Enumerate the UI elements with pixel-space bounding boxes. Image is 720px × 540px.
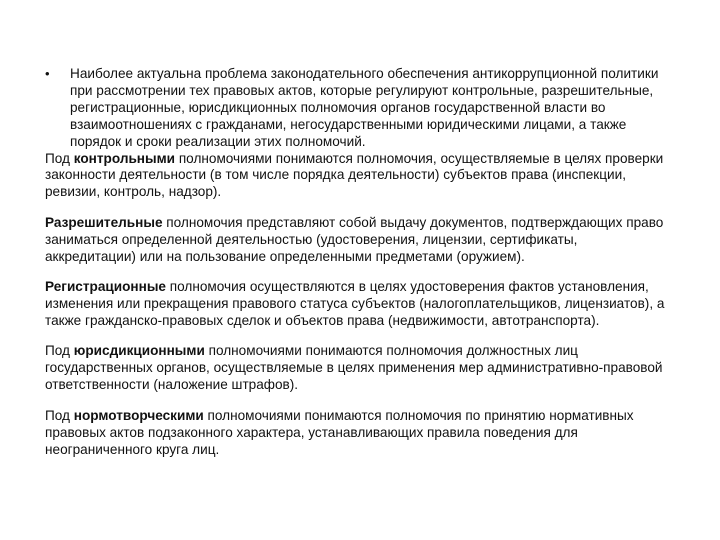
- bullet-text: Наиболее актуальна проблема законодательного обеспечения антикоррупционной политики при рассмотрении тех правовых актов, которые регулируют контрольные, разрешительные, регистрационные, юрисдикционных полномочия органов государственной власти во взаимоотношениях с гражданами, негосударственными юридическими лицами, а также порядок и сроки реализации этих полномочий.: [70, 66, 659, 149]
- paragraph-body: полномочиями понимаются полномочия, осуществляемые в целях проверки законности деятельности (в том числе порядка деятельности) субъектов права (инспекции, ревизии, контроль, надзор).: [45, 150, 664, 200]
- paragraph-prefix: Под: [45, 150, 74, 166]
- paragraph-body: полномочиями понимаются полномочия должностных лиц государственных органов, осуществляемые в целях применения мер административно-правовой ответственности (наложение штрафов).: [45, 343, 663, 393]
- term-control: контрольными: [73, 150, 176, 166]
- paragraph-prefix: Под: [45, 407, 74, 423]
- paragraph-rulemaking-powers: [45, 408, 685, 459]
- term-rulemaking: нормотворческими: [73, 407, 204, 423]
- term-registration: Регистрационные: [45, 279, 166, 295]
- paragraph-control-powers: [45, 151, 685, 202]
- paragraph-registration-powers: [45, 279, 685, 330]
- paragraph-body: полномочия осуществляются в целях удостоверения фактов установления, изменения или прекращения правового статуса субъектов (налогоплательщиков, лицензиатов), а также гражданско-правовых сделок и объектов права (недвижимости, автотранспорта).: [45, 279, 665, 328]
- slide-body: [45, 66, 685, 472]
- paragraph-body: полномочия представляют собой выдачу документов, подтверждающих право заниматься определенной деятельностью (удостоверения, лицензии, сертификаты, аккредитации) или на пользование определенными предметами (оружием).: [45, 214, 664, 264]
- paragraph-prefix: Под: [45, 343, 74, 359]
- paragraph-jurisdiction-powers: [45, 343, 685, 394]
- bullet-marker: •: [45, 66, 50, 81]
- paragraph-body: полномочиями понимаются полномочия по принятию нормативных правовых актов подзаконного характера, устанавливающих правила поведения для неограниченного круга лиц.: [45, 407, 634, 457]
- term-permit: Разрешительные: [45, 214, 163, 230]
- bullet-item: [45, 66, 685, 151]
- term-jurisdiction: юрисдикционными: [73, 343, 205, 359]
- paragraph-permit-powers: [45, 215, 685, 266]
